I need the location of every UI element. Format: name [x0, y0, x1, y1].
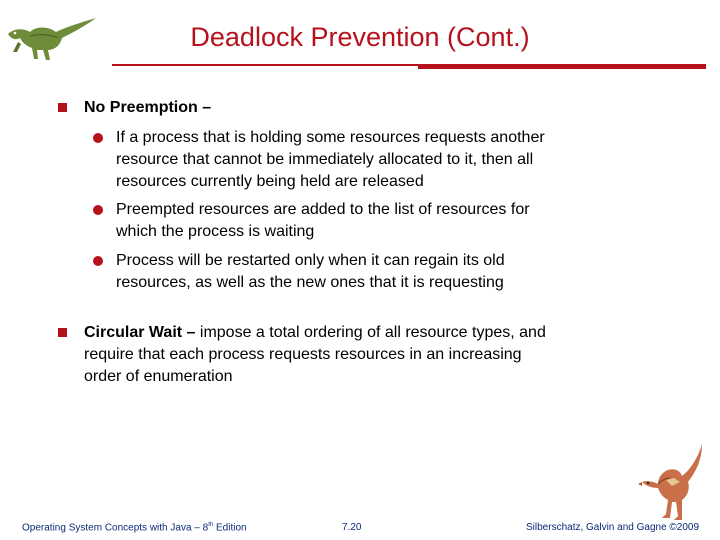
- title-rule-thick: [418, 64, 706, 69]
- sub-bullet-line: which the process is waiting: [116, 223, 315, 240]
- bullet-square-icon: [58, 328, 67, 337]
- dinosaur-mascot-icon: [636, 440, 708, 522]
- bullet-heading: Circular Wait –: [84, 324, 196, 341]
- footer-authors: Silberschatz, Galvin and Gagne ©2009: [526, 522, 700, 533]
- footer-page-number: 7.20: [342, 522, 362, 533]
- slide-title: Deadlock Prevention (Cont.): [190, 22, 530, 52]
- bullet-circular-wait: [84, 322, 644, 388]
- footer-book-title-text: Operating System Concepts with Java – 8: [22, 522, 209, 534]
- sub-bullet-2: [116, 199, 616, 243]
- bullet-text: impose a total ordering of all resource types, and: [195, 324, 546, 341]
- sub-bullet-line: Preempted resources are added to the list of resources for: [116, 201, 530, 218]
- bullet-no-preemption: [84, 97, 644, 119]
- sub-bullet-line: resources currently being held are released: [116, 173, 424, 190]
- sub-bullet-line: resources, as well as the new ones that it is requesting: [116, 274, 504, 291]
- sub-bullet-3: [116, 250, 616, 294]
- sub-bullet-dot-icon: [93, 205, 103, 215]
- footer-edition-sup: th: [208, 522, 214, 528]
- sub-bullet-line: If a process that is holding some resources requests another: [116, 129, 545, 146]
- title-rule-thin: [112, 64, 418, 66]
- footer-edition-text: Edition: [213, 522, 247, 534]
- footer-book-title: [22, 522, 247, 533]
- bullet-square-icon: [58, 103, 67, 112]
- bullet-line: require that each process requests resources in an increasing: [84, 346, 522, 363]
- sub-bullet-dot-icon: [93, 133, 103, 143]
- sub-bullet-line: Process will be restarted only when it can regain its old: [116, 252, 505, 269]
- sub-bullet-line: resource that cannot be immediately allocated to it, then all: [116, 151, 534, 168]
- sub-bullet-dot-icon: [93, 256, 103, 266]
- bullet-line: [84, 322, 644, 344]
- bullet-heading: No Preemption –: [84, 99, 212, 116]
- bullet-line: order of enumeration: [84, 368, 233, 385]
- sub-bullet-1: [116, 127, 616, 193]
